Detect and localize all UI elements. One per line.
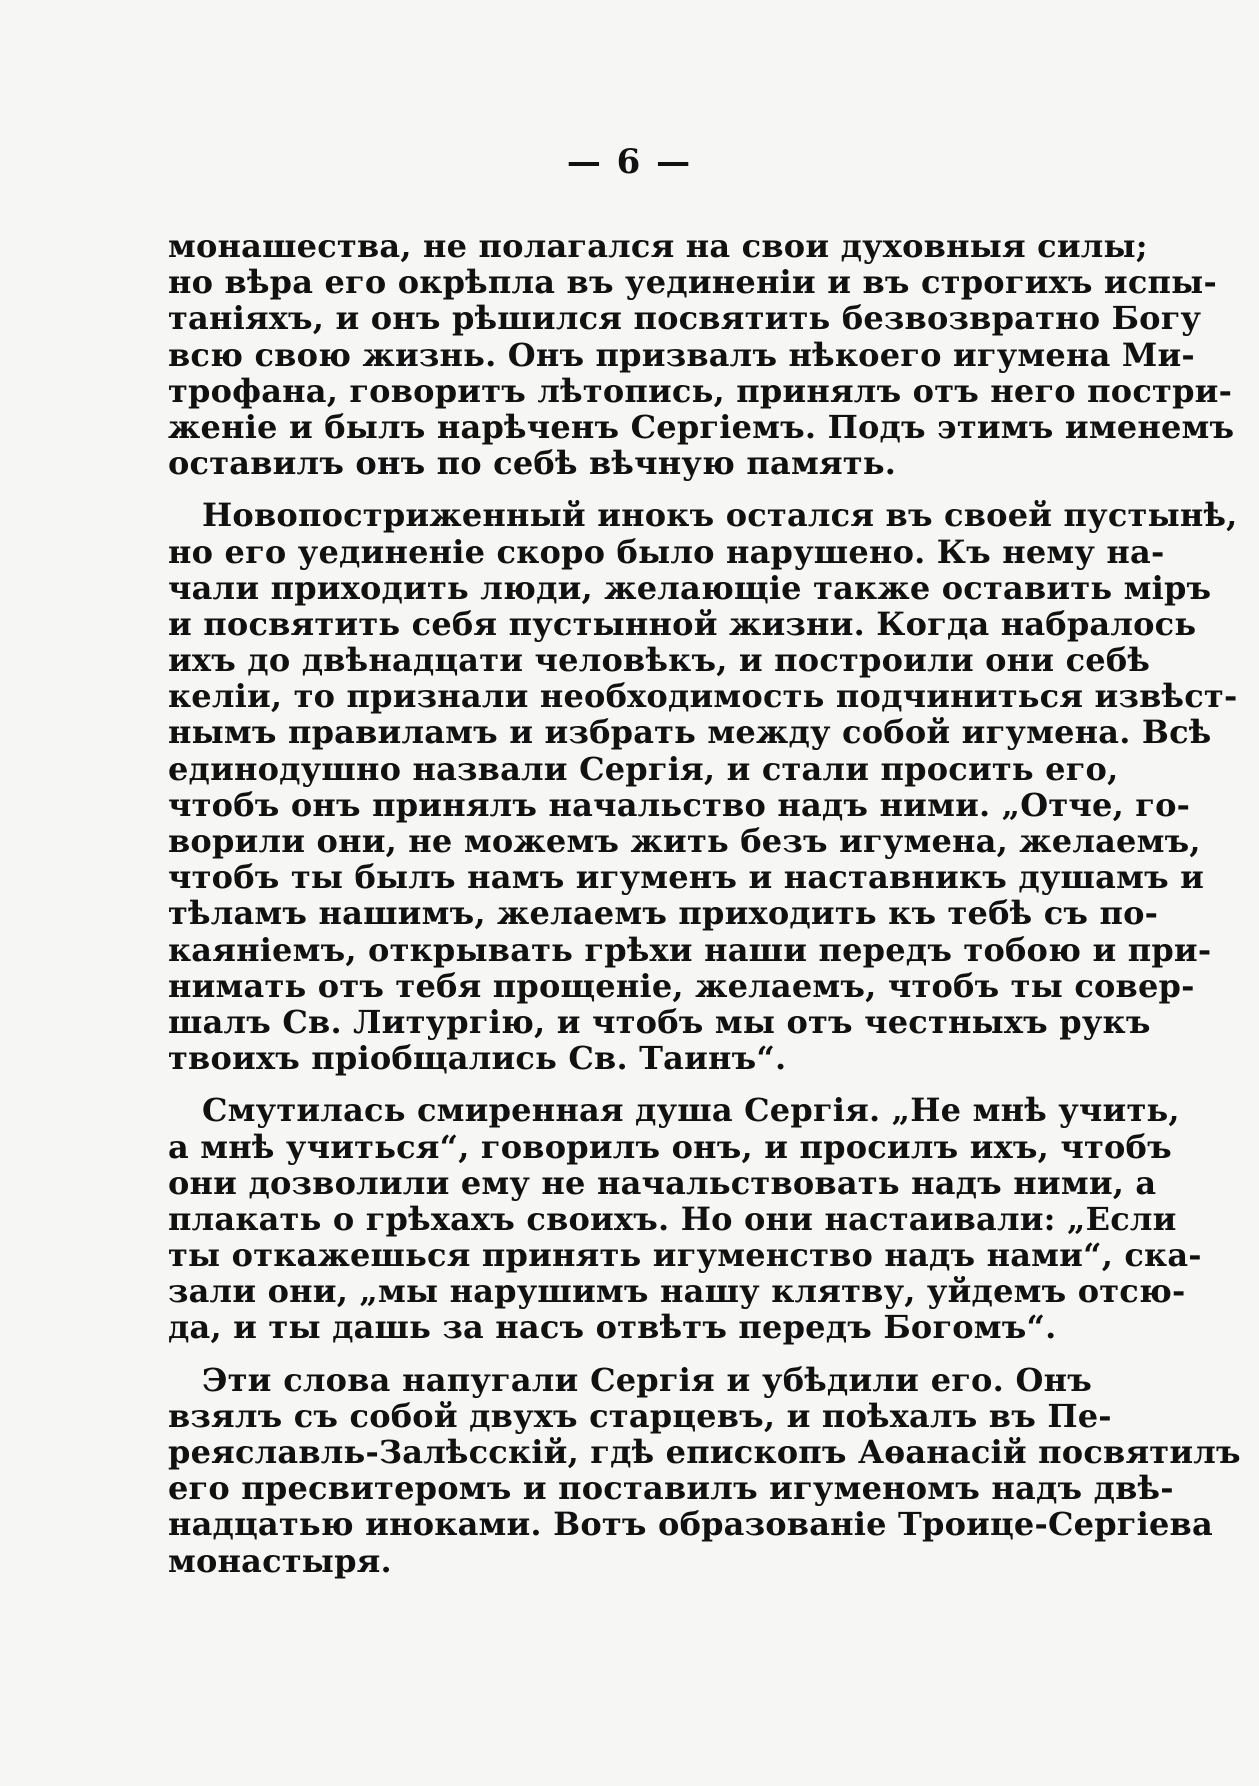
text-line: зали они, „мы нарушимъ нашу клятву, уйдемъ отсю- — [168, 1272, 1186, 1311]
paragraph-gap — [168, 481, 1092, 497]
text-line: Смутилась смиренная душа Сергія. „Не мнѣ учить, — [202, 1091, 1180, 1130]
text-line: ворили они, не можемъ жить безъ игумена, желаемъ, — [168, 822, 1201, 860]
text-line: плакать о грѣхахъ своихъ. Но они настаивали: „Если — [168, 1199, 1177, 1238]
text-line: твоихъ пріобщались Св. Таинъ“. — [168, 1039, 787, 1078]
text-line: Эти слова напугали Сергія и убѣдили его. Онъ — [202, 1360, 1092, 1399]
text-line: келіи, то признали необходимость подчиниться извѣст- — [168, 677, 1238, 716]
text-line: нымъ правиламъ и избрать между собой игумена. Всѣ — [168, 713, 1212, 752]
text-line: монастыря. — [168, 1541, 392, 1580]
text-line: каяніемъ, открывать грѣхи наши передъ тобою и при- — [168, 930, 1212, 969]
paragraph — [168, 496, 1238, 1078]
text-line: его пресвитеромъ и поставилъ игуменомъ надъ двѣ- — [168, 1469, 1174, 1508]
text-line: но его уединеніе скоро было нарушено. Къ нему на- — [168, 532, 1165, 571]
body-text — [168, 227, 1241, 1580]
text-line: они дозволили ему не начальствовать надъ ними, а — [168, 1163, 1157, 1202]
text-line: реяславль-Залѣсскій, гдѣ епископъ Аѳанасій посвятилъ — [168, 1433, 1241, 1471]
text-line: чтобъ онъ принялъ начальство надъ ними. „Отче, го- — [168, 785, 1191, 824]
text-line: взялъ съ собой двухъ старцевъ, и поѣхалъ въ Пе- — [168, 1396, 1112, 1435]
paragraph — [168, 1360, 1241, 1580]
text-line: ты откажешься принять игуменство надъ нами“, ска- — [168, 1236, 1202, 1275]
text-line: оставилъ онъ по себѣ вѣчную память. — [168, 444, 897, 483]
paragraph — [168, 227, 1235, 483]
text-line: монашества, не полагался на свои духовныя силы; — [168, 227, 1148, 265]
text-line: да, и ты дашь за насъ отвѣтъ передъ Богомъ“. — [168, 1308, 1057, 1347]
text-line: тѣламъ нашимъ, желаемъ приходить къ тебѣ съ по- — [168, 894, 1159, 933]
text-line: чали приходить люди, желающіе также оставить міръ — [168, 568, 1212, 607]
text-line: нимать отъ тебя прощеніе, желаемъ, чтобъ ты совер- — [168, 966, 1195, 1005]
text-line: а мнѣ учиться“, говорилъ онъ, и просилъ ихъ, чтобъ — [168, 1127, 1172, 1166]
page-number: — 6 — — [566, 142, 693, 182]
text-line: и посвятить себя пустынной жизни. Когда набралось — [168, 604, 1197, 643]
text-line: всю свою жизнь. Онъ призвалъ нѣкоего игумена Ми- — [168, 335, 1195, 374]
text-line: но вѣра его окрѣпла въ уединеніи и въ строгихъ испы- — [168, 263, 1217, 302]
text-line: женіе и былъ нарѣченъ Сергіемъ. Подъ этимъ именемъ — [168, 407, 1235, 446]
text-line: единодушно назвали Сергія, и стали просить его, — [168, 749, 1119, 788]
paragraph-gap — [168, 1076, 1092, 1092]
text-line: трофана, говоритъ лѣтопись, принялъ отъ него постри- — [168, 371, 1233, 410]
text-line: Новопостриженный инокъ остался въ своей пустынѣ, — [202, 496, 1238, 535]
paragraph-gap — [168, 1346, 1092, 1362]
text-line: таніяхъ, и онъ рѣшился посвятить безвозвратно Богу — [168, 299, 1202, 338]
text-line: надцатью иноками. Вотъ образованіе Троице-Сергіева — [168, 1505, 1213, 1544]
text-line: шалъ Св. Литургію, и чтобъ мы отъ честныхъ рукъ — [168, 1002, 1151, 1041]
text-line: ихъ до двѣнадцати человѣкъ, и построили они себѣ — [168, 641, 1151, 680]
text-line: чтобъ ты былъ намъ игуменъ и наставникъ душамъ и — [168, 858, 1205, 897]
paragraph — [168, 1091, 1202, 1347]
